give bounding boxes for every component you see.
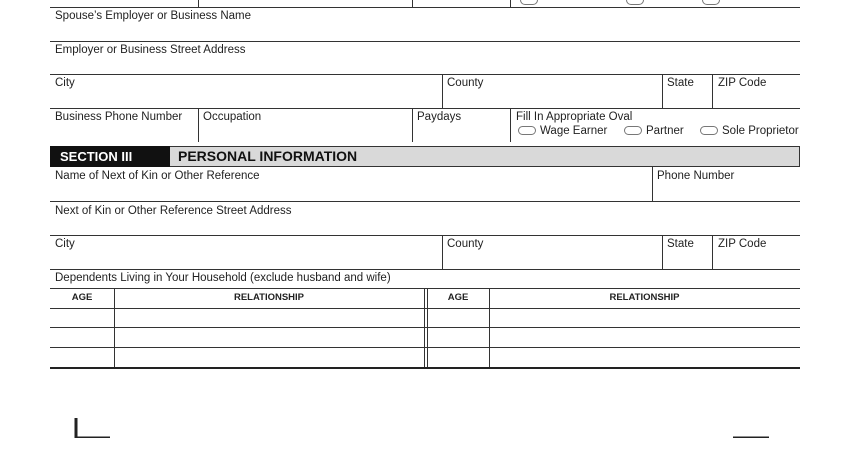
spouse-zip-label: ZIP Code [718, 77, 767, 89]
business-phone-label: Business Phone Number [55, 111, 183, 123]
spouse-street-label: Employer or Business Street Address [55, 44, 246, 56]
header-age-1: AGE [71, 292, 93, 303]
kin-name-label: Name of Next of Kin or Other Reference [55, 170, 260, 182]
oval-sole-proprietor[interactable]: Sole Proprietor [700, 125, 799, 137]
kin-zip-label: ZIP Code [718, 238, 767, 250]
oval-partner[interactable]: Partner [624, 125, 684, 137]
kin-street-field[interactable] [50, 202, 800, 235]
kin-city-field[interactable] [50, 236, 442, 269]
header-relationship-1: RELATIONSHIP [233, 292, 305, 303]
paydays-field[interactable] [413, 109, 510, 142]
occupation-label: Occupation [203, 111, 262, 123]
kin-name-field[interactable] [50, 168, 652, 201]
spouse-employer-label: Spouse’s Employer or Business Name [55, 10, 252, 22]
dependents-label: Dependents Living in Your Household (exclude husband and wife) [55, 272, 391, 284]
spouse-city-field[interactable] [50, 75, 442, 108]
corner-mark-left [74, 418, 110, 438]
oval-icon [624, 126, 642, 135]
table-row[interactable] [50, 328, 800, 347]
spouse-zip-field[interactable] [713, 75, 800, 108]
spouse-street-field[interactable] [50, 42, 800, 74]
oval-wage-earner[interactable]: Wage Earner [518, 125, 607, 137]
paydays-label: Paydays [417, 111, 462, 123]
spouse-employer-field[interactable] [50, 8, 800, 41]
table-row[interactable] [50, 348, 800, 367]
spouse-county-label: County [447, 77, 484, 89]
spouse-state-field[interactable] [663, 75, 712, 108]
corner-mark-right [733, 418, 769, 438]
kin-phone-field[interactable] [653, 168, 800, 201]
section-number: SECTION III [50, 146, 170, 167]
business-phone-field[interactable] [50, 109, 198, 142]
header-age-2: AGE [447, 292, 469, 303]
kin-street-label: Next of Kin or Other Reference Street Address [55, 205, 292, 217]
occupation-field[interactable] [199, 109, 412, 142]
kin-county-field[interactable] [443, 236, 662, 269]
kin-zip-field[interactable] [713, 236, 800, 269]
oval-icon [700, 126, 718, 135]
kin-phone-label: Phone Number [657, 170, 735, 182]
spouse-county-field[interactable] [443, 75, 662, 108]
header-relationship-2: RELATIONSHIP [609, 292, 680, 303]
table-row[interactable] [50, 309, 800, 327]
kin-state-field[interactable] [663, 236, 712, 269]
spouse-city-label: City [55, 77, 75, 89]
spouse-state-label: State [667, 77, 694, 89]
kin-city-label: City [55, 238, 75, 250]
section-title: PERSONAL INFORMATION [178, 148, 358, 164]
oval-icon [518, 126, 536, 135]
fill-oval-label: Fill In Appropriate Oval [516, 111, 633, 123]
kin-state-label: State [667, 238, 694, 250]
kin-county-label: County [447, 238, 484, 250]
